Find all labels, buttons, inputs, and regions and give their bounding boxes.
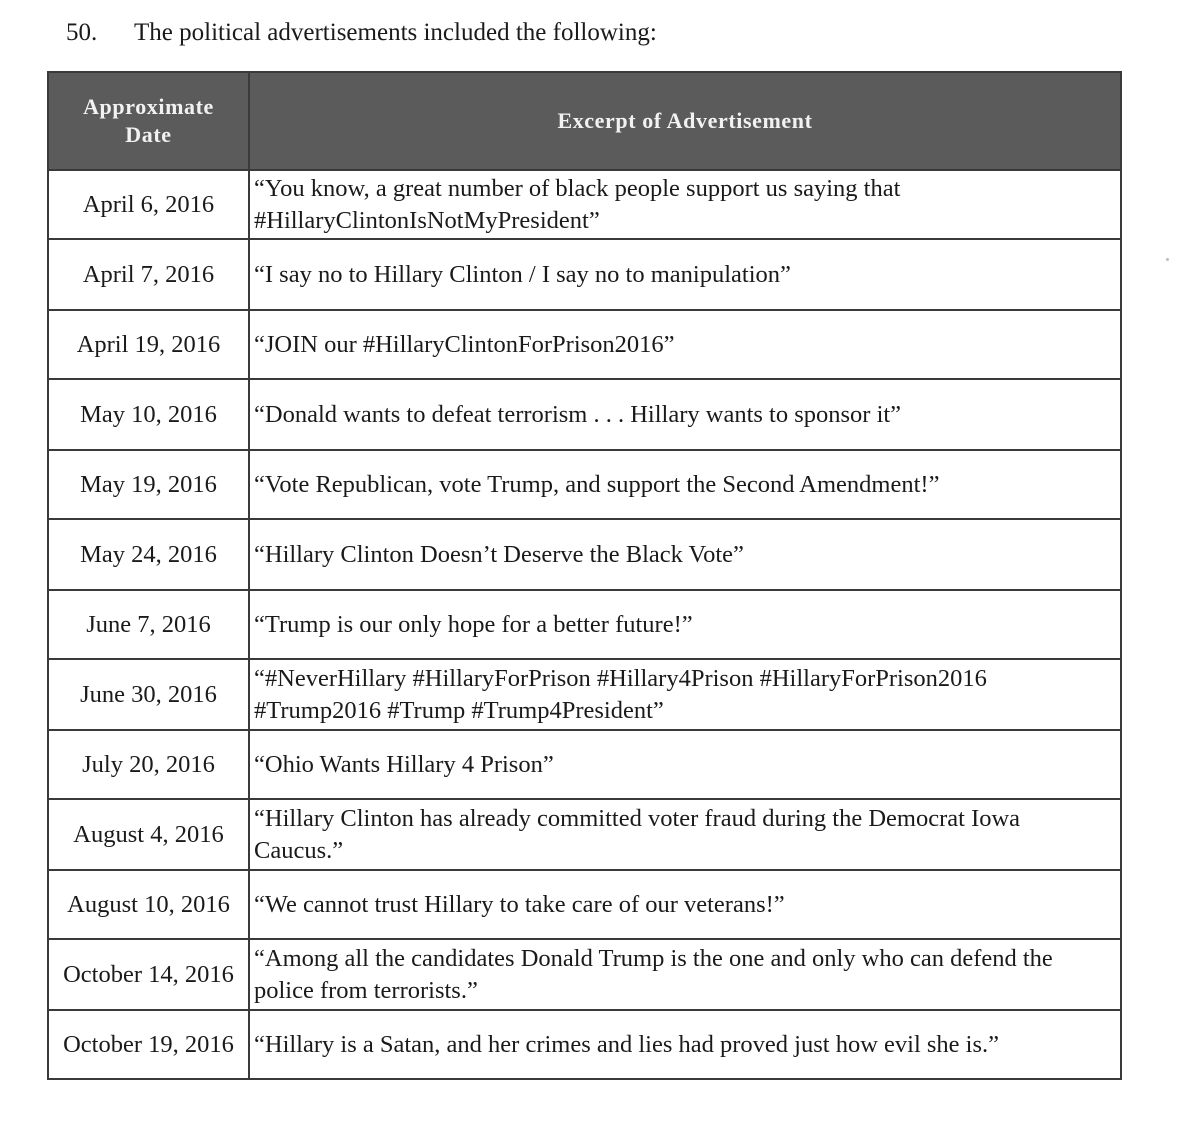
- table-row: [48, 170, 1121, 239]
- row-excerpt: “JOIN our #HillaryClintonForPrison2016”: [249, 310, 1121, 379]
- header-date-line2: Date: [125, 122, 172, 147]
- row-date: October 19, 2016: [48, 1010, 249, 1079]
- table-row: [48, 1010, 1121, 1079]
- row-date: August 4, 2016: [48, 799, 249, 870]
- table-row: [48, 450, 1121, 519]
- table-row: [48, 239, 1121, 310]
- row-date: June 7, 2016: [48, 590, 249, 659]
- table-row: [48, 730, 1121, 799]
- row-excerpt: “Ohio Wants Hillary 4 Prison”: [249, 730, 1121, 799]
- paragraph-text: The political advertisements included the following:: [134, 19, 657, 46]
- row-excerpt: “You know, a great number of black people support us saying that #HillaryClintonIsNotMyPresident”: [249, 170, 1121, 239]
- row-date: October 14, 2016: [48, 939, 249, 1010]
- header-date: [48, 72, 249, 170]
- row-excerpt: “Among all the candidates Donald Trump is the one and only who can defend the police from terrorists.”: [249, 939, 1121, 1010]
- row-date: August 10, 2016: [48, 870, 249, 939]
- header-row: [48, 72, 1121, 170]
- row-excerpt: “Trump is our only hope for a better future!”: [249, 590, 1121, 659]
- row-date: May 24, 2016: [48, 519, 249, 590]
- row-excerpt: “We cannot trust Hillary to take care of our veterans!”: [249, 870, 1121, 939]
- table-row: [48, 310, 1121, 379]
- table-row: [48, 659, 1121, 730]
- row-date: June 30, 2016: [48, 659, 249, 730]
- header-date-line1: Approximate: [83, 94, 214, 119]
- scan-speck: [1166, 258, 1169, 261]
- paragraph-number: 50.: [66, 19, 98, 46]
- row-excerpt: “Vote Republican, vote Trump, and support the Second Amendment!”: [249, 450, 1121, 519]
- table-row: [48, 799, 1121, 870]
- table-row: [48, 519, 1121, 590]
- header-excerpt: Excerpt of Advertisement: [249, 72, 1121, 170]
- row-excerpt: “Hillary Clinton Doesn’t Deserve the Black Vote”: [249, 519, 1121, 590]
- row-date: July 20, 2016: [48, 730, 249, 799]
- row-date: May 10, 2016: [48, 379, 249, 450]
- table-row: [48, 379, 1121, 450]
- row-date: April 19, 2016: [48, 310, 249, 379]
- table-row: [48, 939, 1121, 1010]
- row-excerpt: “Hillary Clinton has already committed voter fraud during the Democrat Iowa Caucus.”: [249, 799, 1121, 870]
- row-date: April 6, 2016: [48, 170, 249, 239]
- table-row: [48, 870, 1121, 939]
- row-excerpt: “I say no to Hillary Clinton / I say no to manipulation”: [249, 239, 1121, 310]
- row-excerpt: “Donald wants to defeat terrorism . . . Hillary wants to sponsor it”: [249, 379, 1121, 450]
- row-excerpt: “Hillary is a Satan, and her crimes and lies had proved just how evil she is.”: [249, 1010, 1121, 1079]
- row-excerpt: “#NeverHillary #HillaryForPrison #Hillary4Prison #HillaryForPrison2016 #Trump2016 #Trump #Trump4President”: [249, 659, 1121, 730]
- table-body: [48, 170, 1121, 1079]
- table-header: [48, 72, 1121, 170]
- paragraph-line: [66, 16, 657, 50]
- row-date: May 19, 2016: [48, 450, 249, 519]
- table-row: [48, 590, 1121, 659]
- advertisements-table: [47, 71, 1122, 1080]
- row-date: April 7, 2016: [48, 239, 249, 310]
